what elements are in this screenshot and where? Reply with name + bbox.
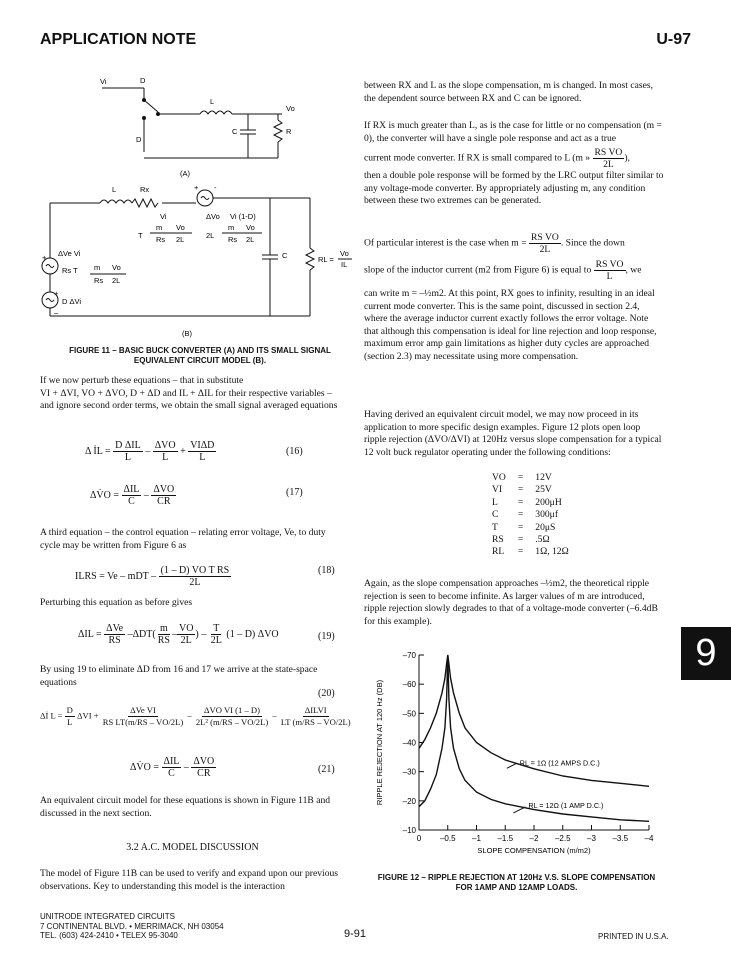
right-paragraph-3 xyxy=(364,232,664,364)
eq19-number: (19) xyxy=(318,631,335,642)
eq18-lhs: ILRS = Ve – mDT – xyxy=(75,570,157,582)
right-p2-line-a: If RX is much greater than L, as is the case for little or no compensation (m = 0), the converter will have a single pole response and act as a true xyxy=(364,120,662,144)
left-paragraph-6: The model of Figure 11B can be used to verify and expand upon our previous observations. Key to understanding this model is the interaction xyxy=(40,868,339,892)
eq16-lhs: Δ İL = xyxy=(85,445,111,457)
y-axis-label: RIPPLE REJECTION AT 120 Hz (DB) xyxy=(375,679,384,806)
section-heading: 3.2 A.C. MODEL DISCUSSION xyxy=(126,842,259,853)
eq21-frac1: $\frac{\text{ΔIL}}{C}$ xyxy=(163,756,180,779)
condition-k: VO xyxy=(492,472,506,483)
eq19-frac2: $\frac{m}{RS}$ xyxy=(157,623,170,646)
eq20-lhs: Δİ L = xyxy=(40,710,63,721)
condition-v: 25V xyxy=(535,484,552,496)
equation-17: ΔV̇O = $\frac{\text{ΔIL}}{C}$ – $\frac{\text{ΔVO}}{CR}$ xyxy=(90,484,175,507)
label-vi-b: Vi xyxy=(160,212,167,221)
eq16-frac2: $\frac{\text{ΔVO}}{L}$ xyxy=(154,440,176,463)
condition-v: 20μS xyxy=(535,521,556,533)
label-ddvi: D ΔVi xyxy=(62,297,82,306)
equation-19: ΔIL = $\frac{\text{ΔVe}}{RS}$ –ΔDT( $\frac{m}{RS}$ – $\frac{VO}{2L}$ ) – $\frac{T}{2L}$ (1 – D) ΔVO xyxy=(78,623,279,646)
eq20-frac3: $\frac{\text{ΔVO VI (1 – D)}}{\text{2L² (m/RS – VO/2L)}}$ xyxy=(195,705,269,727)
left-paragraph-3: Perturbing this equation as before gives xyxy=(40,597,193,608)
eq20-frac2: $\frac{\text{ΔVe VI}}{\text{RS LT(m/RS – VO/2L)}}$ xyxy=(102,705,184,727)
eq16-frac1: $\frac{\text{D ΔIL}}{L}$ xyxy=(115,440,141,463)
right-p3-line-c: can write m = –½m2. At this point, RX goes to infinity, resulting in an ideal current mode converter. This is the same point, discussed in section 2.4, where the average inductor current exactly follows the error voltage. Note that although this compensation is ideal for line rejection and loop response, maximum error amp gain limitations as higher duty cycles are approached (section 2.3) may necessitate using more compensation. xyxy=(364,288,657,362)
label-2l2: 2L xyxy=(206,231,215,240)
label-vo2: Vo xyxy=(246,223,255,232)
y-tick-label: –30 xyxy=(402,767,416,777)
footer-line1: UNITRODE INTEGRATED CIRCUITS xyxy=(40,912,175,921)
label-plus-ddvi: + xyxy=(54,289,59,298)
series-line-2 xyxy=(419,655,649,821)
condition-row xyxy=(486,484,575,496)
condition-eq: = xyxy=(517,472,524,483)
figure-11-circuits xyxy=(40,70,360,360)
y-tick-label: –10 xyxy=(402,826,416,835)
label-minus-ddvi: – xyxy=(54,308,59,317)
label-b: (B) xyxy=(182,329,192,338)
condition-row xyxy=(486,472,575,484)
label-vo3: Vo xyxy=(340,249,349,258)
resistor-rl xyxy=(306,248,314,270)
label-t: T xyxy=(138,231,143,240)
label-minus-top: - xyxy=(214,183,217,192)
label-d-bot: D xyxy=(136,135,142,144)
resistor-rx xyxy=(132,199,158,207)
right-paragraph-4: Having derived an equivalent circuit model, we may now proceed in its application to more specific design examples. Figure 12 plots open loop ripple rejection (ΔVO/ΔVI) at 120Hz versus slope compensation for a typical 12 volt buck regulator operating under the following conditions: xyxy=(364,409,662,458)
label-m2: m xyxy=(228,223,235,232)
x-tick-label: –1 xyxy=(472,834,481,843)
condition-row xyxy=(486,509,575,521)
footer-company xyxy=(40,912,224,941)
eq20-frac1: $\frac{D}{L}$ xyxy=(66,705,73,727)
label-r-a: R xyxy=(286,127,292,136)
right-p3-frac1: $\frac{\text{RS VO}}{2L}$ xyxy=(531,232,559,255)
page-number: 9-91 xyxy=(344,928,367,940)
figure-12-caption-line1: FIGURE 12 – RIPPLE REJECTION AT 120Hz V.S. SLOPE COMPENSATION xyxy=(377,873,656,882)
label-m3: m xyxy=(94,263,101,272)
x-tick-label: –4 xyxy=(644,834,654,843)
label-2l1: 2L xyxy=(176,235,185,244)
figure-12-caption xyxy=(364,873,669,893)
equation-16: Δ İL = $\frac{\text{D ΔIL}}{L}$ – $\frac{\text{ΔVO}}{L}$ + $\frac{\text{VIΔD}}{L}$ xyxy=(85,440,215,463)
label-m1: m xyxy=(156,223,163,232)
figure-11-caption xyxy=(40,346,360,366)
left-paragraph-1 xyxy=(40,375,345,413)
right-paragraph-5: Again, as the slope compensation approaches –½m2, the theoretical ripple rejection is seen to become infinite. As larger values of m are introduced, ripple rejection slowly degrades to that of a voltage-mode converter (–6.4dB for this example). xyxy=(364,578,658,627)
eq20-frac4: $\frac{\text{ΔILVI}}{LT (m/RS - VO/2L)}$ xyxy=(280,705,351,727)
eq17-frac1: $\frac{\text{ΔIL}}{C}$ xyxy=(123,484,140,507)
x-tick-label: –3.5 xyxy=(612,834,629,843)
condition-row xyxy=(486,546,575,558)
left-p1-line1: If we now perturb these equations – that in substitute xyxy=(40,375,244,386)
label-plus-top: + xyxy=(194,183,199,192)
label-l-a: L xyxy=(210,97,215,106)
condition-k: VI xyxy=(492,484,503,496)
left-p1-line2: VI + ΔVI, VO + ΔVO, D + ΔD and IL + ΔIL for their respective variables – and ignore second order terms, we obtain the small signal averaged equations xyxy=(40,387,338,412)
figure-11-caption-line1: FIGURE 11 – BASIC BUCK CONVERTER (A) AND ITS SMALL SIGNAL xyxy=(69,346,331,355)
eq19-lhs: ΔIL = xyxy=(78,628,102,640)
y-tick-label: –70 xyxy=(402,651,416,660)
y-tick-label: –20 xyxy=(402,796,416,806)
footer-line2: 7 CONTINENTAL BLVD. • MERRIMACK, NH 03054 xyxy=(40,921,224,931)
left-paragraph-5: An equivalent circuit model for these equations is shown in Figure 11B and discussed in the next section. xyxy=(40,795,331,819)
label-2l4: 2L xyxy=(112,276,121,285)
header-title: APPLICATION NOTE xyxy=(40,31,197,48)
right-p2-line-b: current mode converter. If RX is small compared to L (m » $\frac{\text{RS VO}}{2L}$ ), xyxy=(364,147,630,171)
label-a: (A) xyxy=(180,169,190,178)
x-axis-label: SLOPE COMPENSATION (m/m2) xyxy=(477,846,591,855)
eq20-number: (20) xyxy=(318,688,335,699)
right-p3-line-b: slope of the inductor current (m2 from Figure 6) is equal to $\frac{\text{RS VO}}{L}$ , we xyxy=(364,259,642,282)
y-tick-label: –50 xyxy=(402,709,416,719)
x-tick-label: –3 xyxy=(587,834,596,843)
condition-v: 12V xyxy=(535,472,552,483)
label-plus-dve: + xyxy=(42,253,47,262)
right-paragraph-2 xyxy=(364,120,664,208)
conditions-table xyxy=(486,472,575,559)
condition-row xyxy=(486,497,575,509)
switch-arm xyxy=(144,100,158,112)
condition-v: 300μf xyxy=(535,509,559,521)
right-p3-line-a: Of particular interest is the case when m = $\frac{\text{RS VO}}{2L}$ . Since the down xyxy=(364,232,625,255)
series-2-label-arrow xyxy=(513,807,525,813)
condition-v: 1Ω, 12Ω xyxy=(535,546,569,558)
x-tick-label: –2.5 xyxy=(554,834,571,843)
left-paragraph-2: A third equation – the control equation – relating error voltage, Ve, to duty cycle may be written from Figure 6 as xyxy=(40,527,326,551)
eq19-frac4: $\frac{T}{2L}$ xyxy=(210,623,222,646)
label-c-b: C xyxy=(282,251,288,260)
condition-k: RL xyxy=(492,546,505,558)
header-doc-number: U-97 xyxy=(656,31,691,48)
series-1-label-arrow xyxy=(507,763,517,768)
right-p3-frac2: $\frac{\text{RS VO}}{L}$ xyxy=(595,259,624,282)
condition-v: 200μH xyxy=(535,496,562,508)
series-1-label: RL = 1Ω (12 AMPS D.C.) xyxy=(519,758,600,768)
figure-11-caption-line2: EQUIVALENT CIRCUIT MODEL (B). xyxy=(133,356,267,365)
label-rl: RL = xyxy=(318,255,334,264)
equation-21: ΔV̇O = $\frac{\text{ΔIL}}{C}$ – $\frac{\text{ΔVO}}{CR}$ xyxy=(130,756,215,779)
right-p2-line-c: then a double pole response will be formed by the LRC output filter similar to any voltage-mode converter. By appropriately adjusting m, any condition between these two extremes can be generated. xyxy=(364,170,664,207)
label-rs3: Rs xyxy=(94,276,104,285)
condition-v: .5Ω xyxy=(535,534,550,546)
condition-eq: = xyxy=(517,521,524,533)
condition-eq: = xyxy=(517,546,524,558)
right-p2-frac: $\frac{\text{RS VO}}{2L}$ xyxy=(594,147,623,171)
y-tick-label: –60 xyxy=(402,680,416,690)
condition-k: RS xyxy=(492,534,504,546)
eq17-frac2: $\frac{\text{ΔVO}}{CR}$ xyxy=(153,484,175,507)
series-2-label: RL = 12Ω (1 AMP D.C.) xyxy=(528,800,604,810)
x-tick-label: –2 xyxy=(529,834,539,843)
label-rst: Rs T xyxy=(62,266,78,275)
eq21-lhs: ΔV̇O = xyxy=(130,761,160,773)
label-l-b: L xyxy=(112,185,117,194)
equation-20: Δİ L = $\frac{D}{L}$ ΔVI + $\frac{\text{ΔVe VI}}{\text{RS LT(m/RS – VO/2L)}}$ – $\frac{\text{ΔVO VI (1 – D)}}{\text{2L² (m/RS – VO/2L)}}$ – $\frac{\text{ΔILVI}}{LT (m/RS - VO/2L)}$ xyxy=(40,705,351,727)
label-dvo-b: ΔVo xyxy=(206,212,220,221)
eq16-frac3: $\frac{\text{VIΔD}}{L}$ xyxy=(190,440,215,463)
condition-eq: = xyxy=(517,534,524,546)
label-d-top: D xyxy=(140,76,146,85)
condition-k: L xyxy=(492,496,498,508)
eq21-frac2: $\frac{\text{ΔVO}}{CR}$ xyxy=(193,756,215,779)
condition-row xyxy=(486,522,575,534)
printed-in: PRINTED IN U.S.A. xyxy=(598,932,669,941)
label-vi-a: Vi xyxy=(100,77,107,86)
condition-row xyxy=(486,534,575,546)
resistor-r-a xyxy=(274,120,282,142)
condition-k: C xyxy=(492,509,499,521)
label-rs1: Rs xyxy=(156,235,166,244)
eq21-number: (21) xyxy=(318,764,335,775)
eq18-frac1: $\frac{\text{(1 – D) VO T RS}}{2L}$ xyxy=(160,565,230,588)
eq19-frac3: $\frac{VO}{2L}$ xyxy=(178,623,194,646)
eq18-number: (18) xyxy=(318,565,335,576)
eq17-number: (17) xyxy=(286,487,303,498)
label-vo4: Vo xyxy=(112,263,121,272)
x-tick-label: 0 xyxy=(416,834,422,843)
right-paragraph-1: between RX and L as the slope compensation, m is changed. In most cases, the dependent source between RX and C can be ignored. xyxy=(364,80,653,104)
x-tick-label: –1.5 xyxy=(497,834,514,843)
figure-12-caption-line2: FOR 1AMP AND 12AMP LOADS. xyxy=(455,883,578,892)
eq19-frac1: $\frac{\text{ΔVe}}{RS}$ xyxy=(106,623,124,646)
section-tab: 9 xyxy=(681,627,731,680)
label-rx: Rx xyxy=(140,185,150,194)
eq16-number: (16) xyxy=(286,446,303,457)
label-rs2: Rs xyxy=(228,235,238,244)
label-il: IL xyxy=(341,260,348,269)
label-2l3: 2L xyxy=(246,235,255,244)
condition-eq: = xyxy=(517,496,524,508)
inductor-l-a xyxy=(200,111,232,114)
left-paragraph-4: By using 19 to eliminate ΔD from 16 and 17 we arrive at the state-space equations xyxy=(40,664,318,688)
label-vo1: Vo xyxy=(176,223,185,232)
condition-k: T xyxy=(492,521,498,533)
equation-18 xyxy=(75,565,231,588)
label-dve: ΔVe Vi xyxy=(58,249,81,258)
eq17-lhs: ΔV̇O = xyxy=(90,489,120,501)
figure-12-chart xyxy=(364,645,669,865)
condition-eq: = xyxy=(517,509,524,521)
y-tick-label: –40 xyxy=(402,738,416,748)
label-vid: Vi (1-D) xyxy=(230,212,256,221)
footer-line3: TEL. (603) 424-2410 • TELEX 95-3040 xyxy=(40,931,178,940)
label-vo-a: Vo xyxy=(286,104,295,113)
x-tick-label: –0.5 xyxy=(439,834,456,843)
label-c-a: C xyxy=(232,127,238,136)
condition-eq: = xyxy=(517,484,524,496)
